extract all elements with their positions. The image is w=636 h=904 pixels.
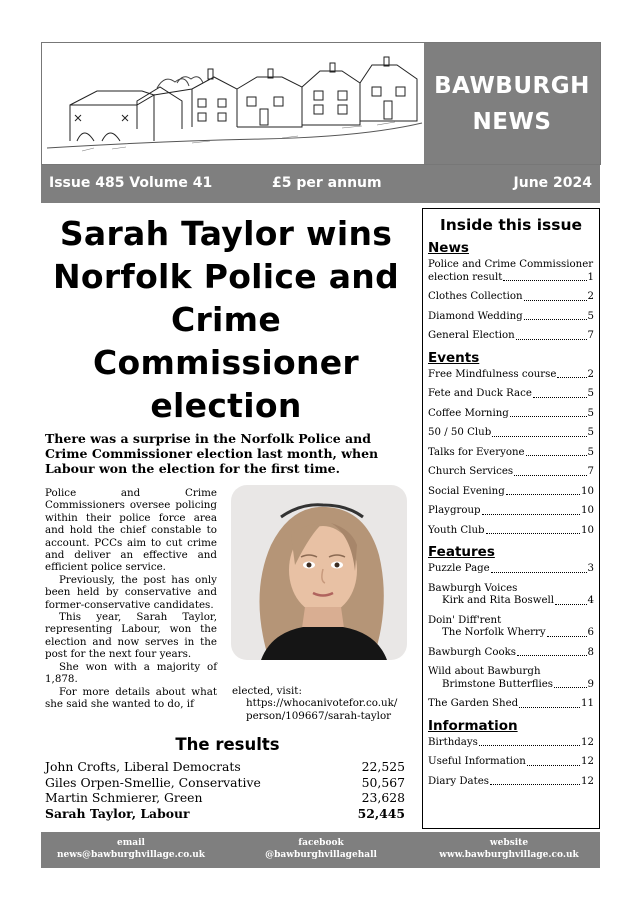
issue-number: Issue 485 Volume 41 (49, 175, 213, 191)
toc-item-title: Diamond Wedding (428, 310, 523, 322)
candidate-name: Giles Orpen-Smellie, Conservative (45, 774, 261, 790)
toc-item[interactable] (428, 563, 594, 576)
toc-section-heading: Events (428, 349, 480, 366)
toc-item-page: 12 (581, 775, 594, 787)
toc-item-title: The Garden Shed (428, 698, 519, 709)
toc-item-title: Fete and Duck Race (428, 388, 532, 399)
toc-item[interactable] (428, 291, 594, 304)
toc-item-page: 1 (587, 271, 594, 283)
toc-item[interactable] (428, 615, 594, 640)
toc-item-page: 6 (587, 627, 594, 638)
toc-item[interactable] (428, 447, 594, 460)
toc-item-title: Brimstone Butterflies (442, 678, 554, 690)
toc-item-line1: Police and Crime Commissioner (428, 259, 594, 270)
toc-item-line1: Doin' Diff'rent (428, 614, 502, 626)
toc-item-page: 2 (587, 368, 594, 380)
toc-section-heading: Information (428, 717, 518, 734)
candidate-name: Martin Schmierer, Green (45, 790, 203, 805)
results-heading: The results (175, 735, 280, 754)
toc-item-page: 5 (587, 407, 594, 419)
article-paragraph: This year, Sarah Taylor, representing Labour, won the election and now serves in the post for the next four years. (45, 611, 217, 661)
toc-item-title: The Norfolk Wherry (442, 627, 546, 638)
toc-section-information (428, 718, 594, 789)
toc-item-title: Playgroup (428, 505, 481, 516)
toc-item-title: 50 / 50 Club (428, 427, 492, 438)
toc-item-page: 10 (581, 485, 594, 497)
article-paragraph: Previously, the post has only been held by conservative and former-conservative candidates. (45, 573, 217, 611)
toc-item-title: Kirk and Rita Boswell (442, 595, 554, 606)
toc-item[interactable] (428, 466, 594, 479)
candidate-votes: 23,628 (361, 790, 405, 805)
toc-item-page: 9 (587, 678, 594, 690)
article-headline: Sarah Taylor wins Norfolk Police and Crime Commissioner election (52, 214, 400, 425)
footer-email-label: email (117, 838, 145, 848)
results-row (45, 775, 405, 791)
article-paragraph: For more details about what she said she wanted to do, if (45, 685, 217, 710)
candidate-votes: 22,525 (361, 759, 405, 774)
candidate-votes: 50,567 (361, 774, 405, 790)
toc-item-page: 7 (587, 466, 594, 477)
toc-section-news (428, 240, 594, 343)
toc-item-page: 12 (581, 756, 594, 767)
toc-item-title: election result (428, 271, 503, 283)
toc-item[interactable] (428, 583, 594, 608)
contact-footer (41, 832, 600, 868)
footer-facebook (226, 837, 416, 861)
toc-item-page: 5 (587, 388, 594, 399)
toc-item-title: Coffee Morning (428, 407, 509, 419)
toc-item-page: 5 (587, 446, 594, 458)
toc-section-events (428, 350, 594, 538)
subscription-price: £5 per annum (272, 175, 382, 191)
toc-section-heading: News (428, 240, 469, 256)
toc-item-title: Social Evening (428, 485, 505, 497)
footer-email-link[interactable]: news@bawburghvillage.co.uk (56, 850, 206, 860)
toc-item[interactable] (428, 388, 594, 401)
toc-item[interactable] (428, 369, 594, 382)
toc-item[interactable] (428, 408, 594, 421)
results-row (45, 790, 405, 806)
issue-date: June 2024 (513, 175, 592, 191)
table-of-contents (422, 208, 600, 829)
toc-item[interactable] (428, 330, 594, 343)
toc-section-features (428, 544, 594, 711)
toc-item-title: Church Services (428, 466, 514, 477)
toc-item-page: 8 (587, 646, 594, 658)
candidate-votes: 52,445 (357, 805, 405, 821)
toc-item-title: Useful Information (428, 756, 526, 767)
toc-section-heading: Features (428, 544, 495, 560)
toc-item[interactable] (428, 311, 594, 324)
toc-item-title: Puzzle Page (428, 563, 490, 574)
toc-item[interactable] (428, 427, 594, 440)
toc-item-title: Talks for Everyone (428, 446, 525, 458)
continuation-text: elected, visit: (232, 685, 302, 697)
footer-facebook-label: facebook (298, 838, 344, 848)
toc-item[interactable] (428, 737, 594, 750)
results-table (45, 759, 405, 821)
toc-item[interactable] (428, 486, 594, 499)
toc-item-page: 5 (587, 310, 594, 322)
toc-title: Inside this issue (439, 216, 583, 234)
toc-item-title: Bawburgh Cooks (428, 646, 517, 658)
toc-item[interactable] (428, 525, 594, 538)
article-paragraph: Police and Crime Commissioners oversee policing within their police force area and hold the chief constable to account. PCCs aim to cut crime and deliver an effective and efficient police service. (45, 487, 217, 574)
toc-item-page: 3 (587, 563, 594, 574)
masthead-title-line2: NEWS (472, 108, 552, 135)
footer-website-label: website (489, 838, 529, 848)
toc-item-page: 10 (581, 505, 594, 516)
article-paragraph: She won with a majority of 1,878. (45, 660, 217, 686)
toc-item-title: Birthdays (428, 736, 478, 748)
toc-item-title: Diary Dates (428, 775, 489, 787)
toc-item[interactable] (428, 259, 594, 284)
footer-facebook-link[interactable]: @bawburghvillagehall (265, 850, 377, 860)
results-row-winner (45, 806, 405, 822)
article-continuation (232, 685, 412, 722)
article-body (45, 487, 217, 710)
toc-item-page: 11 (581, 698, 594, 709)
village-sketch-icon (42, 43, 423, 164)
toc-item-page: 2 (587, 291, 594, 302)
portrait-photo (231, 485, 407, 660)
candidate-url-link[interactable]: https://whocanivotefor.co.uk/ person/109667/sarah-taylor (246, 697, 398, 722)
toc-item-title: Free Mindfulness course (428, 368, 557, 380)
toc-item-title: Clothes Collection (428, 291, 523, 302)
toc-item[interactable] (428, 505, 594, 518)
toc-item-page: 12 (581, 736, 594, 748)
footer-website-link[interactable]: www.bawburghvillage.co.uk (439, 850, 579, 860)
toc-item-page: 5 (587, 427, 594, 438)
toc-item-page: 7 (587, 330, 594, 341)
toc-item-page: 4 (587, 595, 594, 606)
candidate-name: John Crofts, Liberal Democrats (45, 759, 241, 774)
issue-info-bar (41, 165, 600, 203)
toc-item-title: Youth Club (428, 524, 485, 536)
footer-email (41, 837, 221, 861)
toc-item[interactable] (428, 776, 594, 789)
toc-item[interactable] (428, 698, 594, 711)
masthead (41, 42, 601, 165)
article-standfirst: There was a surprise in the Norfolk Police and Crime Commissioner election last month, when Labour won the election for the first time. (45, 431, 379, 476)
masthead-title-line1: BAWBURGH (434, 72, 590, 99)
toc-item[interactable] (428, 666, 594, 691)
results-row (45, 759, 405, 775)
toc-item-line1: Bawburgh Voices (428, 582, 518, 594)
toc-item[interactable] (428, 647, 594, 660)
toc-item-page: 10 (581, 524, 594, 536)
toc-item-title: General Election (428, 330, 515, 341)
footer-website (421, 837, 597, 861)
candidate-name: Sarah Taylor, Labour (45, 805, 190, 821)
toc-item[interactable] (428, 756, 594, 769)
toc-item-line1: Wild about Bawburgh (428, 666, 541, 677)
masthead-title (424, 43, 600, 164)
